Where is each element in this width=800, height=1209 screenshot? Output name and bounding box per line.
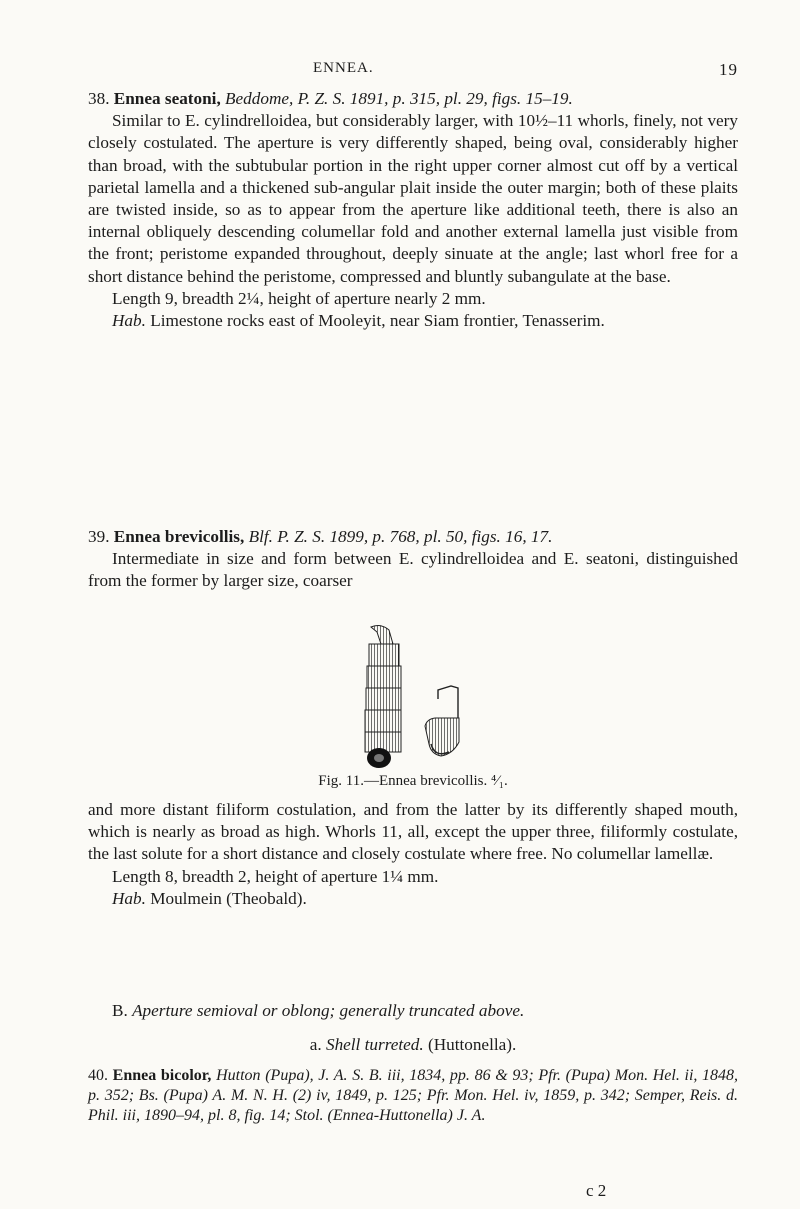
running-head [88,60,738,84]
species-40-number: 40. [88,1067,108,1084]
subsection-a-genus: (Huttonella). [427,1035,517,1054]
subsection-a-label: a. [309,1035,322,1054]
species-39-continued [88,799,738,910]
subsection-a [88,1034,738,1056]
species-39-habitat-label: Hab. [112,888,146,908]
figure-shell-illustration [88,624,738,774]
species-38-citation: Beddome, P. Z. S. 1891, p. 315, pl. 29, figs. 15–19. [225,89,573,108]
species-40-citation: Hutton (Pupa), J. A. S. B. iii, 1834, pp. 86 & 93; Pfr. (Pupa) Mon. Hel. ii, 1848, p. 352; Bs. (Pupa) A. M. N. H. (2) iv, 1849, p. 125; Pfr. Mon. Hel. iv, 1859, p. 342; Semper, Reis. d. Phil. iii, 1890–94, pl. 8, fig. 14; Stol. (Ennea-Huttonella) J. A. [88,1067,739,1124]
species-40-entry [88,1066,738,1126]
species-38-measurements: Length 9, breadth 2¼, height of aperture nearly 2 mm. [112,288,486,308]
species-40-name: Ennea bicolor, [112,1067,212,1084]
species-39-citation: Blf. P. Z. S. 1899, p. 768, pl. 50, figs. 16, 17. [248,527,553,546]
shell-drawing [323,624,503,774]
species-39-entry [88,526,738,593]
species-39-habitat: Moulmein (Theobald). [150,888,307,908]
section-b-text: Aperture semioval or oblong; generally truncated above. [132,1001,525,1020]
species-38-name: Ennea seatoni, [113,89,221,108]
species-39-name: Ennea brevicollis, [113,527,245,546]
shell-aperture-detail [425,686,459,756]
section-b [88,1000,738,1022]
section-b-label: B. [112,1001,128,1020]
figure-caption: Fig. 11.—Ennea brevicollis. ⁴⁄₁. [318,773,508,789]
running-title: ENNEA. [313,60,374,76]
species-38-entry [88,88,738,332]
page-number: 19 [719,60,738,79]
species-39-measurements: Length 8, breadth 2, height of aperture 1¼ mm. [112,866,439,886]
shell-main [365,626,401,768]
species-39-number: 39. [88,527,110,546]
subsection-a-text: Shell turreted. [325,1035,424,1054]
species-38-habitat: Limestone rocks east of Mooleyit, near Siam frontier, Tenasserim. [150,311,605,331]
species-38-description: Similar to E. cylindrelloidea, but considerably larger, with 10½–11 whorls, finely, not very closely costulated. The aperture is very differently shaped, being oval, considerably higher than broad, with the subtubular portion in the right upper corner almost cut off by a vertical parietal lamella and a thickened sub-angular plait inside the outer margin; both of these plaits are twisted inside, so as to appear from the aperture like additional teeth, there is also an internal obliquely descending columellar fold and another external lamella just visible from the front; peristome expanded throughout, deeply sinuate at the angle; last whorl free for a short distance behind the peristome, compressed and bluntly subangulate at the base. [88,111,738,286]
species-39-description-a: Intermediate in size and form between E. cylindrelloidea and E. seatoni, distinguished from the former by larger size, coarser [88,549,738,591]
species-39-description-b: and more distant filiform costulation, and from the latter by its differently shaped mouth, which is nearly as broad as high. Whorls 11, all, except the upper three, filiformly costulate, the last solute for a short distance and closely costulate where free. No columellar lamellæ. [88,800,738,864]
species-38-number: 38. [88,89,110,108]
species-38-habitat-label: Hab. [112,311,146,331]
signature-mark: c 2 [586,1181,607,1200]
